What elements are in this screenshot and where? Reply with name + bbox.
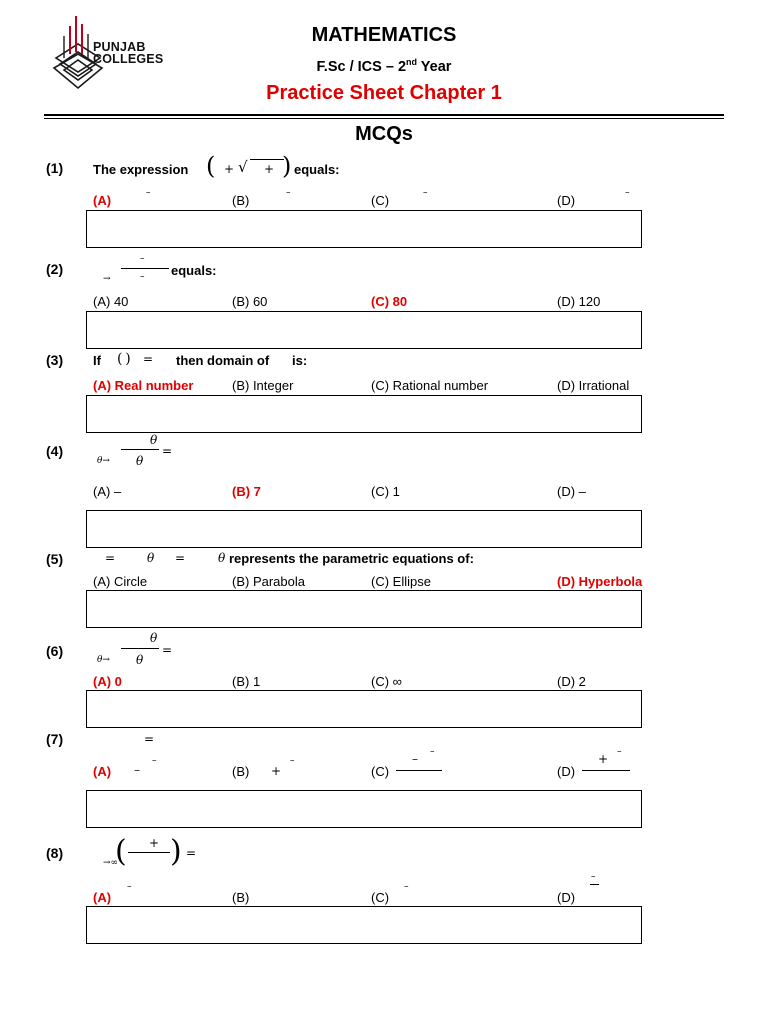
- class-prefix: F.Sc / ICS – 2: [316, 58, 407, 75]
- option-b[interactable]: (B) 1: [232, 674, 261, 689]
- option-a[interactable]: (A) Real number: [93, 378, 194, 393]
- option-b[interactable]: (B) 7: [232, 484, 261, 499]
- math-equals: =: [144, 732, 155, 746]
- math-function: ( ): [117, 351, 131, 367]
- math-equals: =: [143, 352, 154, 366]
- math-equals: =: [162, 643, 173, 657]
- option-a-sup: –: [152, 756, 157, 766]
- option-d-fraction-line: [582, 770, 630, 771]
- option-c[interactable]: (C) 1: [371, 484, 400, 499]
- math-numerator: θ: [150, 433, 158, 447]
- option-d[interactable]: (D) 2: [557, 674, 586, 689]
- math-sqrt: √: [238, 158, 248, 176]
- option-b[interactable]: (B): [232, 193, 250, 208]
- math-paren-open: (: [115, 834, 127, 869]
- math-plus-2: +: [264, 162, 275, 176]
- option-a-sup: –: [127, 882, 132, 892]
- option-b-math: +: [271, 764, 282, 778]
- logo-line-2: COLLEGES: [93, 52, 164, 66]
- option-b[interactable]: (B) Parabola: [232, 574, 305, 589]
- question-text: The expression: [93, 162, 189, 177]
- math-numerator: +: [149, 836, 160, 850]
- option-a[interactable]: (A): [93, 890, 112, 905]
- class-title: [0, 57, 768, 75]
- question-number: (3): [46, 352, 64, 368]
- option-d-fraction-line: [590, 884, 599, 885]
- answer-box[interactable]: [86, 690, 642, 728]
- question-text-end: equals:: [171, 263, 217, 278]
- question-text-end: equals:: [294, 162, 340, 177]
- option-c[interactable]: (C) ∞: [371, 674, 402, 689]
- option-d[interactable]: (D): [557, 764, 576, 779]
- math-theta: θ: [147, 551, 155, 565]
- option-c-sup: –: [404, 882, 409, 892]
- fraction-line: [121, 648, 159, 649]
- fraction-line: [121, 268, 169, 269]
- option-b[interactable]: (B) 60: [232, 294, 268, 309]
- math-equals: =: [186, 846, 197, 860]
- option-c[interactable]: (C) Ellipse: [371, 574, 431, 589]
- question-number: (4): [46, 443, 64, 459]
- header-rule-thin: [44, 118, 724, 119]
- option-c-num: –: [412, 752, 418, 766]
- option-d[interactable]: (D): [557, 890, 576, 905]
- question-number: (2): [46, 261, 64, 277]
- sheet-title: Practice Sheet Chapter 1: [266, 82, 502, 104]
- math-denominator: –: [140, 272, 145, 282]
- subject-title: MATHEMATICS: [311, 24, 457, 46]
- option-d[interactable]: (D) Hyperbola: [557, 574, 643, 589]
- option-b[interactable]: (B): [232, 890, 250, 905]
- math-numerator: θ: [150, 631, 158, 645]
- math-numerator: –: [140, 254, 145, 264]
- math-paren-close: ): [170, 834, 182, 869]
- math-equals-2: =: [175, 551, 186, 565]
- option-a[interactable]: (A): [93, 193, 112, 208]
- question-number: (1): [46, 160, 64, 176]
- answer-box[interactable]: [86, 790, 642, 828]
- math-equals: =: [162, 444, 173, 458]
- math-limit-arrow: θ→: [97, 655, 110, 665]
- option-a-math: –: [146, 188, 151, 198]
- question-text-mid: then domain of: [176, 353, 270, 368]
- option-a[interactable]: (A): [93, 764, 112, 779]
- math-theta-2: θ: [218, 551, 226, 565]
- math-equals: =: [105, 551, 116, 565]
- question-number: (8): [46, 845, 64, 861]
- math-limit-arrow: →: [103, 274, 111, 284]
- answer-box[interactable]: [86, 590, 642, 628]
- option-b[interactable]: (B): [232, 764, 250, 779]
- math-plus: +: [224, 162, 235, 176]
- option-c[interactable]: (C): [371, 764, 390, 779]
- math-paren-open: (: [206, 152, 216, 180]
- option-c-math: –: [423, 188, 428, 198]
- math-paren-close: ): [282, 152, 292, 180]
- class-suffix: Year: [417, 58, 452, 75]
- option-b[interactable]: (B) Integer: [232, 378, 294, 393]
- question-text-end: is:: [292, 353, 308, 368]
- math-sqrt-bar: [250, 159, 284, 160]
- class-sup: nd: [406, 57, 418, 67]
- option-c-fraction-line: [396, 770, 442, 771]
- option-d[interactable]: (D) Irrational: [557, 378, 630, 393]
- option-a[interactable]: (A) 0: [93, 674, 122, 689]
- answer-box[interactable]: [86, 311, 642, 349]
- question-number: (5): [46, 551, 64, 567]
- option-d-sup: –: [617, 747, 622, 757]
- answer-box[interactable]: [86, 395, 642, 433]
- option-a[interactable]: (A) Circle: [93, 574, 148, 589]
- option-a[interactable]: (A) –: [93, 484, 122, 499]
- question-text-end: represents the parametric equations of:: [229, 551, 474, 566]
- option-c-sup: –: [430, 747, 435, 757]
- question-number: (6): [46, 643, 64, 659]
- option-c[interactable]: (C) 80: [371, 294, 408, 309]
- header-rule-thick: [44, 114, 724, 116]
- section-title: MCQs: [355, 123, 413, 145]
- option-a[interactable]: (A) 40: [93, 294, 129, 309]
- option-c[interactable]: (C): [371, 890, 390, 905]
- answer-box[interactable]: [86, 210, 642, 248]
- math-denominator: θ: [136, 653, 144, 667]
- answer-box[interactable]: [86, 510, 642, 548]
- option-c[interactable]: (C) Rational number: [371, 378, 489, 393]
- option-d-math: –: [625, 188, 630, 198]
- question-text-if: If: [93, 353, 101, 368]
- option-d[interactable]: (D): [557, 193, 576, 208]
- math-denominator: θ: [136, 454, 144, 468]
- option-d[interactable]: (D) 120: [557, 294, 601, 309]
- option-c[interactable]: (C): [371, 193, 390, 208]
- option-a-math: –: [134, 763, 140, 777]
- math-limit-arrow: θ→: [97, 456, 110, 466]
- logo-line-1: PUNJAB: [93, 40, 146, 54]
- option-b-sup: –: [290, 756, 295, 766]
- option-d[interactable]: (D) –: [557, 484, 586, 499]
- option-d-sup: –: [591, 872, 596, 882]
- fraction-line: [121, 449, 159, 450]
- question-number: (7): [46, 731, 64, 747]
- answer-box[interactable]: [86, 906, 642, 944]
- option-b-math: –: [286, 188, 291, 198]
- option-d-num: +: [598, 752, 609, 766]
- fraction-line: [128, 852, 170, 853]
- math-limit-arrow: →∞: [103, 858, 119, 868]
